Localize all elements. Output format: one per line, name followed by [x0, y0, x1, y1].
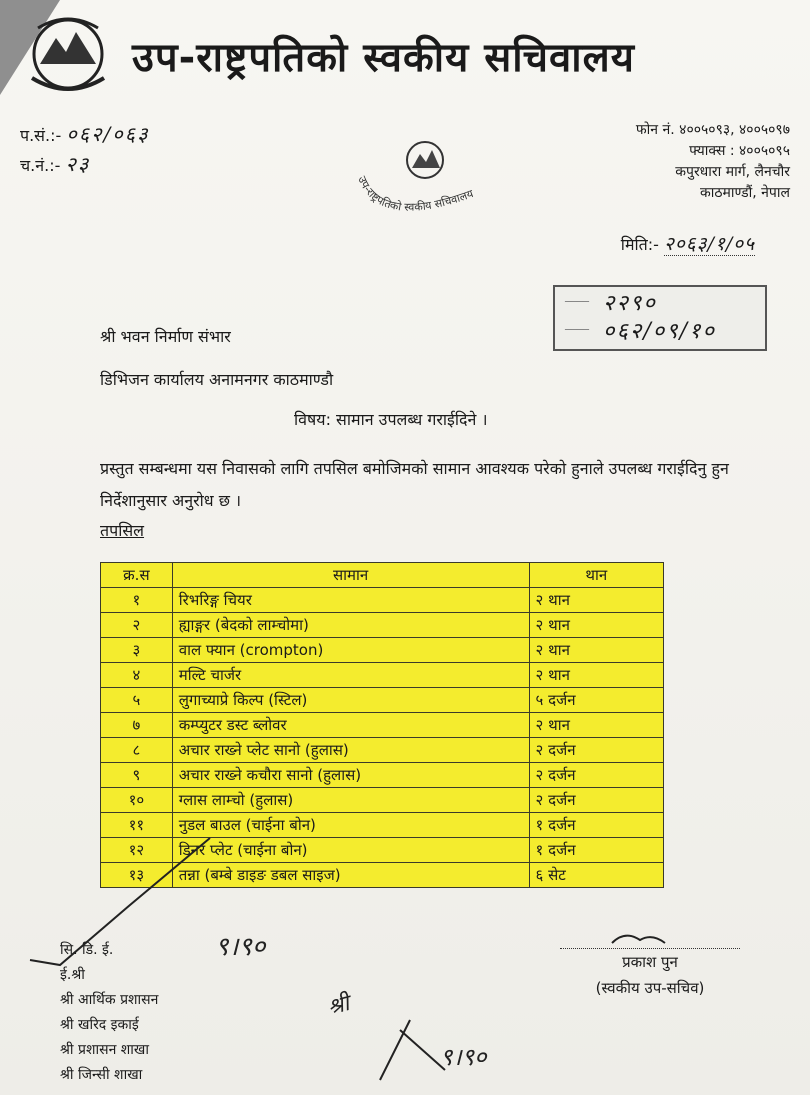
- contact-block: [636, 120, 790, 204]
- contact-city: काठमाण्डौं, नेपाल: [699, 185, 790, 201]
- row-quantity: २ थान: [529, 663, 663, 688]
- row-item: अचार राख्ने कचौरा सानो (हुलास): [172, 763, 529, 788]
- slash-mark: [380, 1020, 445, 1080]
- table-header-row: [101, 563, 664, 588]
- table-row: [101, 613, 664, 638]
- cc-line-4: श्री खरिद इकाई: [60, 1017, 139, 1033]
- date-value: २०६३/१/०५: [664, 233, 755, 255]
- row-serial: १२: [101, 838, 173, 863]
- receipt-stamp: [553, 285, 767, 351]
- table-row: [101, 713, 664, 738]
- row-item: ह्याङ्गर (बेदको लाम्चोमा): [172, 613, 529, 638]
- office-title: उप-राष्ट्रपतिको स्वकीय सचिवालय: [132, 35, 635, 81]
- letter-date: [621, 230, 755, 256]
- table-row: [101, 838, 664, 863]
- row-serial: ९: [101, 763, 173, 788]
- row-item: नुडल बाउल (चाईना बोन): [172, 813, 529, 838]
- handwritten-note-3: ९।९०: [440, 1043, 487, 1071]
- cc-line-2: ई.श्री: [60, 967, 85, 983]
- svg-text:उप-राष्ट्रपतिको स्वकीय सचिवालय: [355, 174, 475, 214]
- signatory-title: (स्वकीय उप-सचिव): [595, 979, 705, 997]
- dispatch-number: [20, 150, 90, 177]
- cc-line-6: श्री जिन्सी शाखा: [60, 1067, 143, 1083]
- reference-number: [20, 120, 149, 147]
- row-item: लुगाच्याप्रे किल्प (स्टिल): [172, 688, 529, 713]
- row-quantity: १ दर्जन: [529, 813, 663, 838]
- row-quantity: २ दर्जन: [529, 763, 663, 788]
- stamp-line-1: ────: [565, 297, 590, 308]
- row-serial: १०: [101, 788, 173, 813]
- header-quantity: थान: [529, 563, 663, 588]
- row-item: ग्लास लाम्चो (हुलास): [172, 788, 529, 813]
- cc-line-1: सि. डि. ई.: [60, 942, 114, 958]
- recipient-line-2: डिभिजन कार्यालय अनामनगर काठमाण्डौ: [100, 370, 334, 389]
- row-quantity: २ थान: [529, 638, 663, 663]
- contact-fax: फ्याक्स : ४००५०९५: [689, 143, 790, 159]
- row-quantity: ६ सेट: [529, 863, 663, 888]
- row-quantity: २ थान: [529, 588, 663, 613]
- row-quantity: २ दर्जन: [529, 738, 663, 763]
- items-table: [100, 562, 664, 888]
- subject-line: विषय: सामान उपलब्ध गराईदिने ।: [294, 410, 488, 429]
- office-seal: [350, 138, 500, 248]
- contact-phone: फोन नं. ४००५०९३, ४००५०९७: [635, 122, 790, 138]
- row-item: अचार राख्ने प्लेट सानो (हुलास): [172, 738, 529, 763]
- table-row: [101, 663, 664, 688]
- stamp-number: २२९०: [603, 291, 657, 316]
- row-quantity: २ थान: [529, 713, 663, 738]
- table-row: [101, 763, 664, 788]
- seal-text: उप-राष्ट्रपतिको स्वकीय सचिवालय: [355, 174, 476, 214]
- table-row: [101, 688, 664, 713]
- row-serial: १३: [101, 863, 173, 888]
- dispatch-value: २३: [65, 152, 91, 176]
- row-serial: ८: [101, 738, 173, 763]
- row-serial: ७: [101, 713, 173, 738]
- row-item: मल्टि चार्जर: [172, 663, 529, 688]
- stamp-date: ०६२/०९/१०: [603, 319, 716, 344]
- header-serial: क्र.स: [101, 563, 173, 588]
- table-row: [101, 638, 664, 663]
- row-item: वाल फ्यान (crompton): [172, 638, 529, 663]
- row-item: तन्ना (बम्बे डाइङ डबल साइज): [172, 863, 529, 888]
- row-serial: २: [101, 613, 173, 638]
- nepal-emblem-icon: [18, 8, 118, 100]
- row-quantity: २ थान: [529, 613, 663, 638]
- contact-street: कपुरधारा मार्ग, लैनचौर: [675, 164, 790, 180]
- signatory-name: प्रकाश पुन: [622, 953, 678, 971]
- reference-label: प.सं.:-: [20, 126, 62, 145]
- row-quantity: २ दर्जन: [529, 788, 663, 813]
- cc-line-3: श्री आर्थिक प्रशासन: [60, 992, 159, 1008]
- header-item: सामान: [172, 563, 529, 588]
- row-serial: ४: [101, 663, 173, 688]
- body-paragraph: प्रस्तुत सम्बन्धमा यस निवासको लागि तपसिल बमोजिमको सामान आवश्यक परेको हुनाले उपलब्ध गराईदिनु हुन निर्देशानुसार अनुरोध छ ।: [100, 459, 729, 510]
- row-item: डिनर प्लेट (चाईना बोन): [172, 838, 529, 863]
- row-quantity: १ दर्जन: [529, 838, 663, 863]
- stamp-line-2: ────: [565, 325, 590, 336]
- detail-heading: तपसिल: [100, 521, 145, 540]
- row-serial: ५: [101, 688, 173, 713]
- table-row: [101, 588, 664, 613]
- reference-value: ०६२/०६३: [66, 122, 150, 146]
- row-quantity: ५ दर्जन: [529, 688, 663, 713]
- handwritten-note-2: श्री: [325, 991, 353, 1021]
- handwritten-note-1: ९।९०: [215, 932, 266, 962]
- table-row: [101, 813, 664, 838]
- row-serial: १: [101, 588, 173, 613]
- signature-block: [560, 930, 740, 1001]
- dispatch-label: च.नं.:-: [20, 156, 61, 175]
- row-item: कम्प्युटर डस्ट ब्लोवर: [172, 713, 529, 738]
- row-item: रिभरिङ्ग चियर: [172, 588, 529, 613]
- row-serial: ११: [101, 813, 173, 838]
- row-serial: ३: [101, 638, 173, 663]
- date-label: मिति:-: [620, 235, 659, 254]
- cc-line-5: श्री प्रशासन शाखा: [60, 1042, 150, 1058]
- table-row: [101, 788, 664, 813]
- table-row: [101, 738, 664, 763]
- recipient-line-1: श्री भवन निर्माण संभार: [100, 327, 231, 346]
- table-row: [101, 863, 664, 888]
